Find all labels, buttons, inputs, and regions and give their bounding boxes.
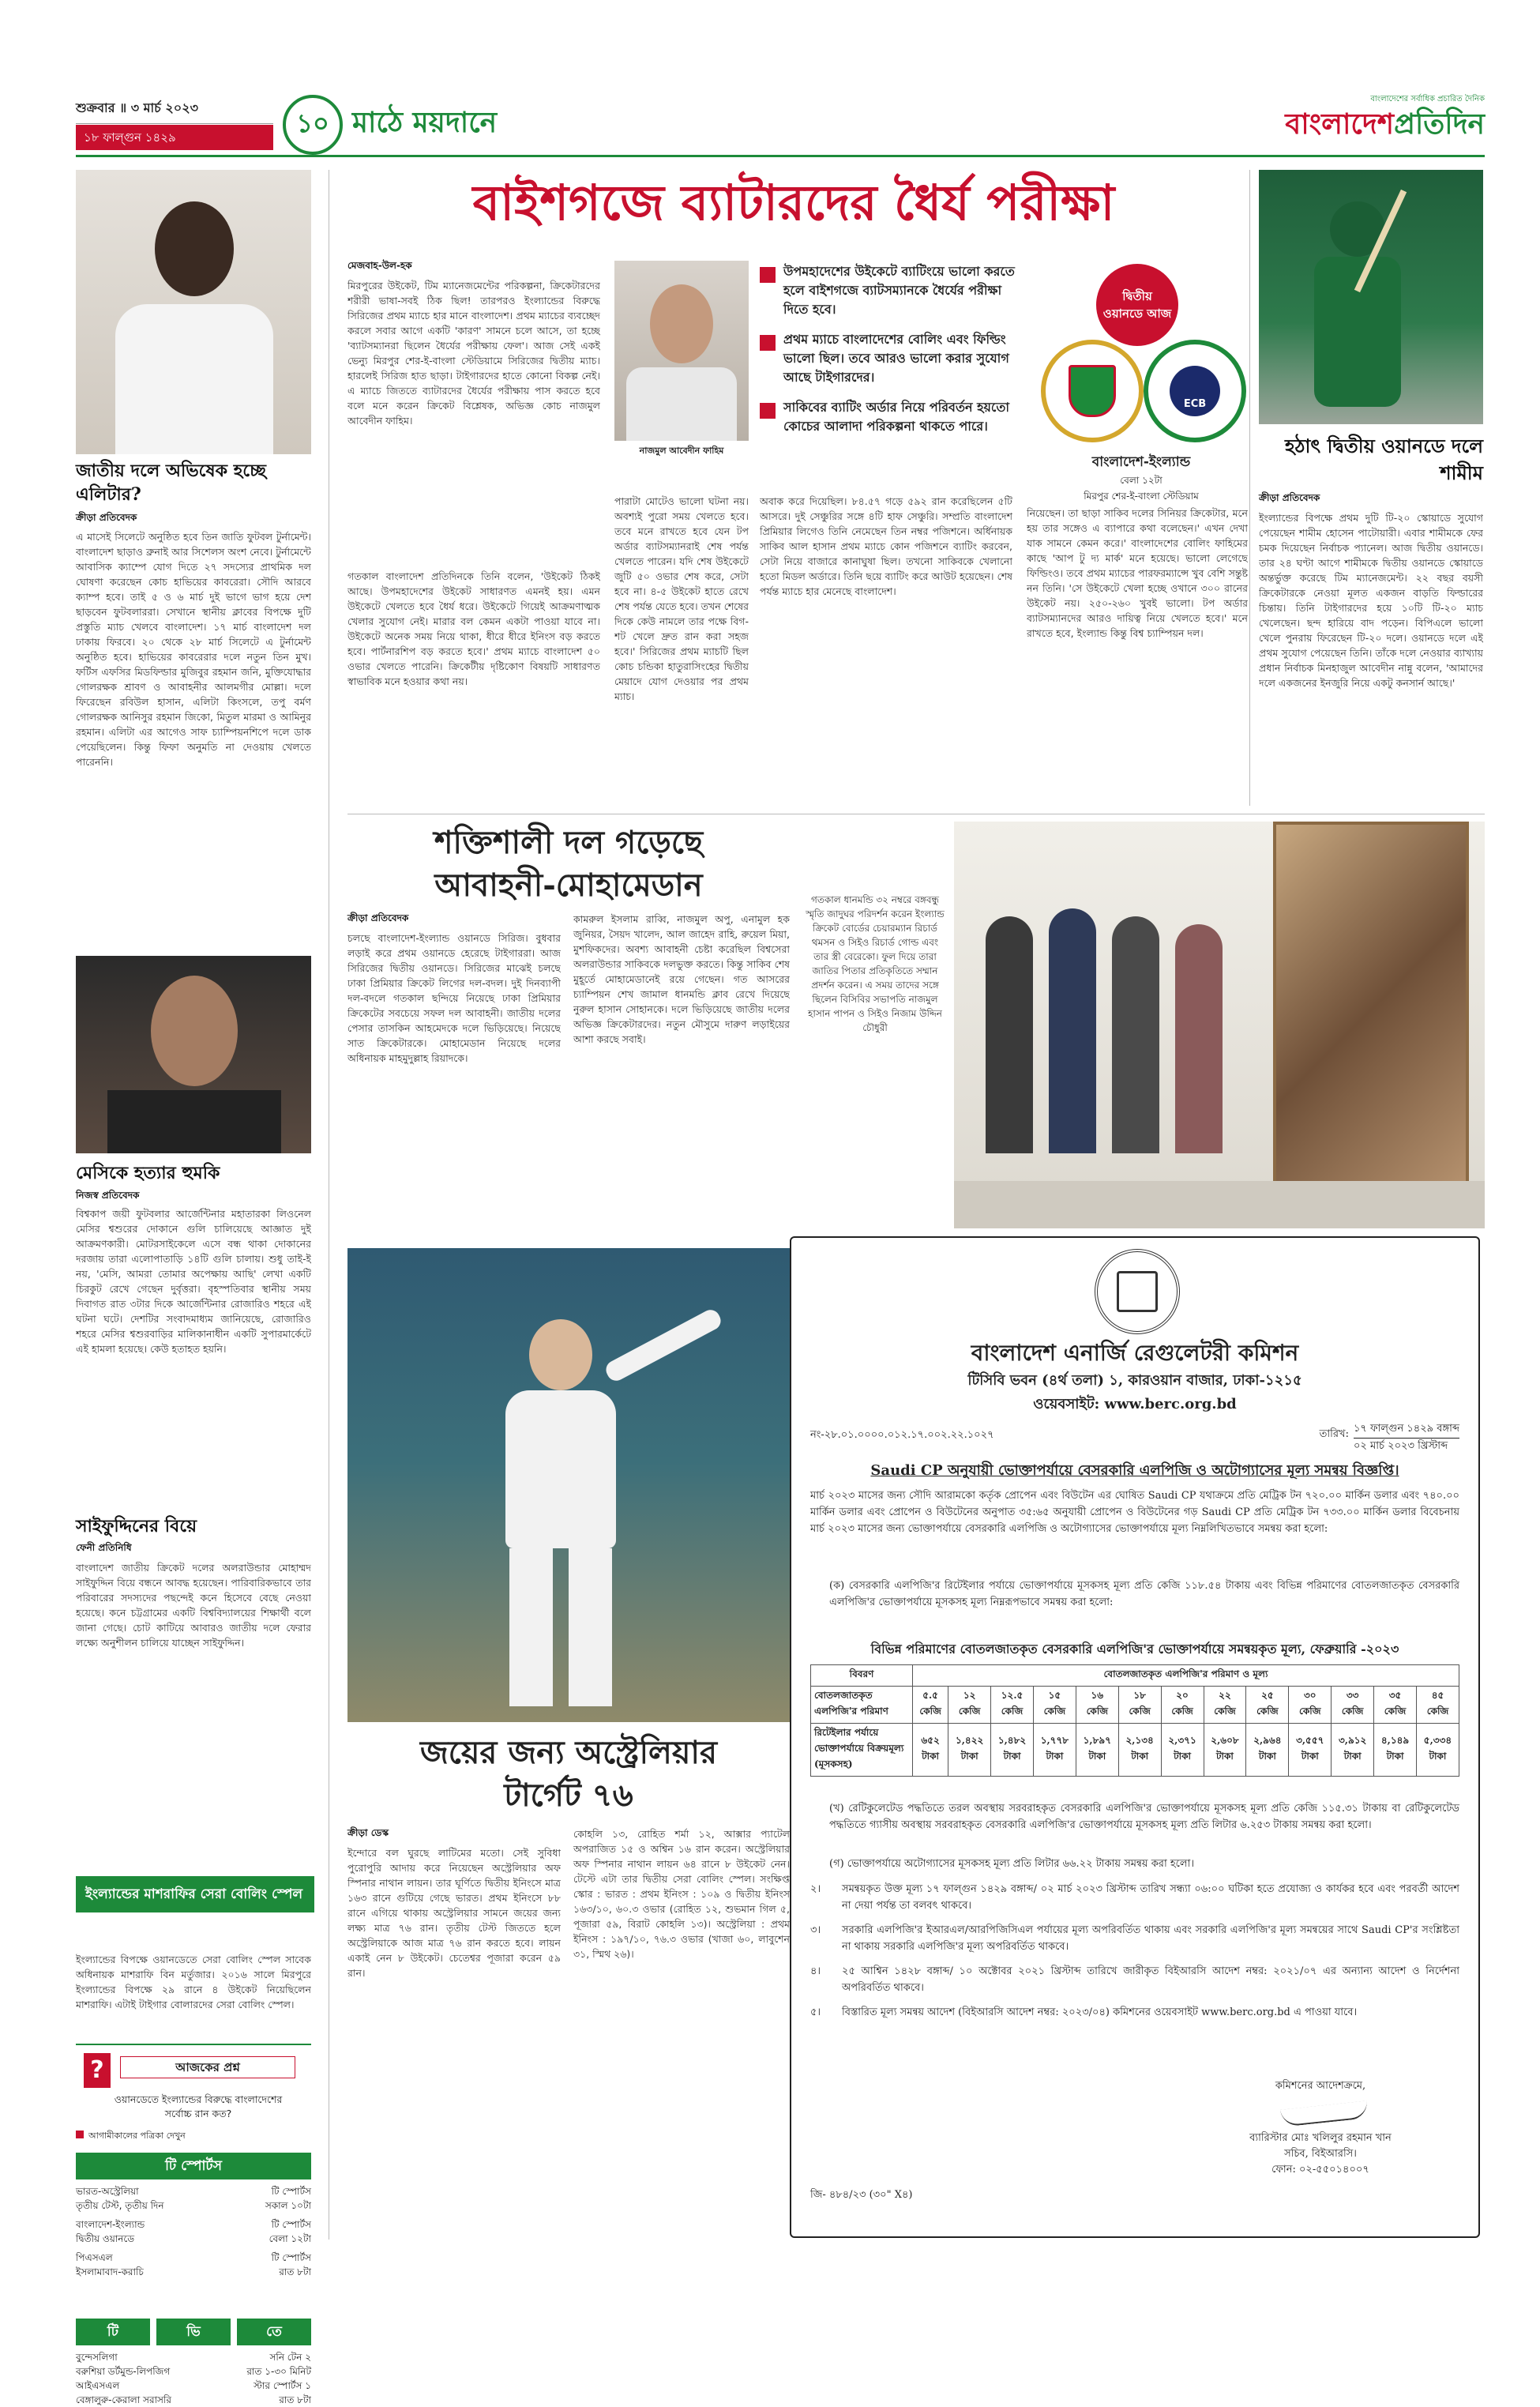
tv1-row-event: দ্বিতীয় ওয়ানডে bbox=[76, 2233, 135, 2244]
shamim-photo bbox=[1259, 170, 1483, 424]
notice-item-kha: (খ) রেটিকুলেটেড পদ্ধতিতে তরল অবস্থায় সরবরাহকৃত বেসরকারি এলপিজি'র ভোক্তাপর্যায়ে মূসকসহ মূল্য প্রতি কেজি ১১৫.৩১ টাকায় বা রেটিকুলেটেড পদ্ধতিতে গ্যাসীয় অবস্থায় সরবরাহকৃত বেসরকারি এলপিজি'র ভোক্তাপর্যায়ে মূসকসহ মূল্য প্রতি লিটার ৬.২৫৩ টাকায় সমন্বয় করা হলো। bbox=[829, 1803, 1459, 1831]
tv2-row-channel: রাত ৮টা bbox=[279, 2394, 311, 2405]
tv1-row bbox=[76, 2184, 311, 2198]
table-col1-header: বিবরণ bbox=[811, 1665, 913, 1687]
berc-notice bbox=[790, 1236, 1480, 2238]
main-headline: বাইশগজে ব্যাটারদের ধৈর্য পরীক্ষা bbox=[472, 174, 1115, 231]
masthead bbox=[1224, 93, 1485, 158]
story3-text: বাংলাদেশ জাতীয় ক্রিকেট দলের অলরাউন্ডার মোহাম্মদ সাইফুদ্দিন বিয়ে বন্ধনে আবদ্ধ হয়েছেন। পারিবারিকভাবে তার পরিবারের সদস্যদের পছন্দেই কনে হিসেবে বেছে নেওয়া হয়েছে। কনে চট্টগ্রামের একটি বিশ্ববিদ্যালয়ের শিক্ষার্থী বলে জানা গেছে। চোট কাটিয়ে আবারও জাতীয় দলে ফেরার লক্ষ্যে অনুশীলন চালিয়ে যাচ্ছেন সাইফুদ্দিন। bbox=[76, 1562, 311, 1649]
masthead-part-b: প্রতিদিন bbox=[1394, 107, 1485, 141]
match-badge-text: দ্বিতীয় ওয়ানডে আজ bbox=[1102, 289, 1172, 321]
messi-photo bbox=[76, 956, 311, 1153]
table-size-cell: ৩৫ কেজি bbox=[1374, 1687, 1417, 1724]
table-price-cell: ১,৪২২ টাকা bbox=[948, 1724, 991, 1777]
notice-point-number: ৩। bbox=[810, 1924, 821, 1936]
main-byline: মেজবাহ-উল-হক bbox=[347, 260, 412, 271]
tv1-row-event: তৃতীয় টেস্ট, তৃতীয় দিন bbox=[76, 2200, 164, 2211]
masthead-logo bbox=[1224, 107, 1485, 141]
main-col2-text: গতকাল বাংলাদেশ প্রতিদিনকে তিনি বলেন, 'উইকেট ঠিকই আছে। উপমহাদেশের উইকেট সাধারণত এমনই হয়। এমন উইকেটে খেলতে হবে ধৈর্য ধরে। উইকেটে গিয়েই আক্রমণাত্মক খেলার সুযোগ নেই। মারার বল কেমন একটা পাওয়া যাবে না। উইকেটে অনেক সময় নিয়ে থাকা, ধীরে ধীরে ইনিংস বড় করতে হবে। পার্টনারশিপ বড় করতে হবে।' প্রথম ম্যাচে বাংলাদেশ ৫০ ওভার খেলতে পারেনি। ক্রিকেটীয় দৃষ্টিকোণ বিষয়টি সাধারণত স্বাভাবিক মনে হওয়ার কথা নয়। bbox=[347, 570, 600, 687]
masthead-part-a: বাংলাদেশ bbox=[1285, 107, 1395, 141]
notice-point-number: ৪। bbox=[810, 1965, 821, 1977]
story1-text: এ মাসেই সিলেটে অনুষ্ঠিত হবে তিন জাতি ফুটবল টুর্নামেন্ট। বাংলাদেশ ছাড়াও ব্রুনাই আর সিশেলস অংশ নেবে। টুর্নামেন্টে আবাসিক ক্যাম্পে যোগ দিতে ২৭ সদস্যের প্রাথমিক দল ঘোষণা করেছেন কোচ হাভিয়ের কাবরেরা। সৌদি আরবে ক্যাম্প হবে। তাই ৫ ও ৬ মার্চ দুই ভাগে ভাগ হয়ে দেশ ছাড়বেন ফুটবলাররা। সেখানে স্থানীয় ক্লাবের বিপক্ষে দুটি প্রস্তুতি ম্যাচ খেলবে বাংলাদেশ। ১৭ মার্চ বাংলাদেশ দল ঢাকায় ফিরবে। ২০ থেকে ২৮ মার্চ সিলেটে এ টুর্নামেন্ট অনুষ্ঠিত হবে। হাভিয়ের কাবরেরার দলে নতুন তিন মুখ। ফর্টিস এফসির মিডফিল্ডার মুজিবুর রহমান জনি, মুক্তিযোদ্ধার গোলরক্ষক শ্রাবণ ও আবাহনীর আলমগীর মোল্লা। দলে ফিরেছেন রবিউল হাসান, এলিটা কিংসলে, তপু বর্মণ গোলরক্ষক আনিসুর রহমান জিকো, মিতুল মারমা ও আমিনুর রহমান। এলিটা এর আগেও সাফ চ্যাম্পিয়নশিপে দলে ডাক পেয়েছিলেন। কিন্তু ফিফা অনুমতি না দেওয়ায় খেলতে পারেননি। bbox=[76, 531, 311, 768]
tv2-row-event: বুন্দেসলিগা bbox=[76, 2352, 118, 2363]
date-bar bbox=[76, 93, 273, 124]
ecb-label: ECB bbox=[1170, 366, 1220, 416]
mid-byline: ক্রীড়া প্রতিবেদক bbox=[347, 912, 409, 923]
quiz-question: ওয়ানডেতে ইংল্যান্ডের বিরুদ্ধে বাংলাদেশের সর্বোচ্চ রান কত? bbox=[114, 2093, 283, 2119]
notice-point bbox=[810, 1922, 1459, 1955]
berc-org: বাংলাদেশ এনার্জি রেগুলেটরী কমিশন bbox=[971, 1340, 1299, 1366]
table-size-cell: ৫.৫ কেজি bbox=[913, 1687, 948, 1724]
museum-photo bbox=[954, 822, 1485, 1228]
tv1-row bbox=[76, 2265, 311, 2279]
right-headline: হঠাৎ দ্বিতীয় ওয়ানডে দলে শামীম bbox=[1285, 434, 1483, 484]
bangla-date-bar bbox=[76, 125, 273, 150]
main-col4-text: অবাক করে দিয়েছিল। ৮৪.৫৭ গড়ে ৫৯২ রান করেছিলেন ৫টি আসরে। দুই সেঞ্চুরির সঙ্গে ৪টি হাফ সেঞ্চুরি। সম্প্রতি বাংলাদেশ প্রিমিয়ার লিগেও তিনি নেমেছেন তিন নম্বর পজিশনে। অর্ধিনায়ক সাকিব আল হাসান প্রথম ম্যাচে কোন পজিশনে ব্যাটিং করবেন, সেটা নিয়ে বাজারে কানাঘুষা ছিল। তখনো সাকিবকে খেলানো হতো মিডল অর্ডারে। তিনি ছয়ে ব্যাটিং করে আউট হয়েছেন। শেষ পর্যন্ত ম্যাচে হার মেনেছে বাংলাদেশ। bbox=[760, 495, 1012, 597]
lyon-photo bbox=[347, 1248, 790, 1722]
sign-order: কমিশনের আদেশক্রমে, bbox=[1275, 2080, 1366, 2092]
mid-col1-text: চলছে বাংলাদেশ-ইংল্যান্ড ওয়ানডে সিরিজ। বুধবার লড়াই করে প্রথম ওয়ানডে হেরেছে টাইগাররা। আজ সিরিজের দ্বিতীয় ওয়ানডে। সিরিজের মাঝেই চলছে ঢাকা প্রিমিয়ার ক্রিকেট লিগের দল-বদল। দুই দিনব্যাপী দল-বদলে গতকাল ছন্দিয়ে নিয়েছে ঢাকা প্রিমিয়ার ক্রিকেটের সবচেয়ে সফল দল আবাহনী। জাতীয় দলের পেসার তাসকিন আহমেদকে দলে ভিড়িয়েছে। নিয়েছে সাত ক্রিকেটারকে। মোহামেডান নিয়েছে দলের অধিনায়ক মাহমুদুল্লাহ রিয়াদকে। bbox=[347, 932, 561, 1064]
table-size-cell: ২৫ কেজি bbox=[1246, 1687, 1289, 1724]
notice-item-ga: (গ) ভোক্তাপর্যায়ে অটোগ্যাসের মূসকসহ মূল্য প্রতি লিটার ৬৬.২২ টাকায় সমন্বয় করা হলো। bbox=[829, 1858, 1195, 1870]
fact-box bbox=[76, 1876, 314, 1912]
tv1-row-channel: রাত ৮টা bbox=[279, 2266, 311, 2277]
bullet-square-icon bbox=[760, 267, 776, 283]
notice-point-text: সরকারি এলপিজি'র ইআরএল/আরপিজিসিএল পর্যায়ের মূল্য অপরিবর্তিত থাকায় এবং সরকারি এলপিজি'র মূল্য সমন্বয়ের সাথে Saudi CP'র সংশ্লিষ্টতা না থাকায় সরকারি এলপিজি'র মূল্য অপরিবর্তিত থাকবে। bbox=[842, 1924, 1459, 1953]
story2-headline: মেসিকে হত্যার হুমকি bbox=[76, 1163, 220, 1183]
column-divider-right bbox=[1249, 170, 1250, 806]
mid-col2-text: কামরুল ইসলাম রাব্বি, নাজমুল অপু, এনামুল হক জুনিয়র, সৈয়দ খালেদ, আল জাহেদ রাহি, রুয়েল মিয়া, মুশফিকদের। অবশ্য আবাহনী চেষ্টা করেছিল বিশ্বসেরা অলরাউন্ডার সাকিবকে দলভুক্ত করতে। কিন্তু সাকিব শেষ মুহূর্তে মোহামেডানেই রয়ে গেছেন। গত আসরের চ্যাম্পিয়ন শেখ জামাল ধানমন্ডি ক্লাব রেখে দিয়েছে নুরুল হাসান সোহানকে। দলে ভিড়িয়েছে জাতীয় দলের অভিজ্ঞ ক্রিকেটারদের। নতুন মৌসুমে দারুণ লড়াইয়ের আশা করছে সবাই। bbox=[573, 913, 790, 1045]
day-date: শুক্রবার ॥ ৩ মার্চ ২০২৩ bbox=[76, 100, 199, 115]
table-size-cell: ৩০ কেজি bbox=[1289, 1687, 1332, 1724]
tv2-row bbox=[76, 2350, 311, 2364]
tv1-row-channel: বেলা ১২টা bbox=[269, 2233, 311, 2244]
notice-point bbox=[810, 1963, 1459, 1996]
match-info bbox=[1035, 452, 1248, 506]
bullet-1-text: উপমহাদেশের উইকেটে ব্যাটিংয়ে ভালো করতে হলে বাইশগজে ব্যাটসম্যানকে ধৈর্যের পরীক্ষা দিতে হবে। bbox=[783, 264, 1015, 317]
mid-headline-line2: আবাহনী-মোহামেডান bbox=[434, 867, 703, 904]
tv-schedule-1 bbox=[76, 2153, 311, 2284]
berc-seal-icon bbox=[1095, 1249, 1180, 1334]
bullet-3 bbox=[760, 398, 1020, 436]
bullet-square-icon bbox=[760, 403, 776, 419]
bottom-col2-text: কোহলি ১৩, রোহিত শর্মা ১২, আক্সার প্যাটেল অপরাজিত ১৫ ও অশ্বিন ১৬ রান করেন। অস্ট্রেলিয়ার অফ স্পিনার নাথান লায়ন ৬৪ রানে ৮ উইকেট নেন। টেস্টে এটা তার দ্বিতীয় সেরা বোলিং স্পেল। সংক্ষিপ্ত স্কোর : ভারত : প্রথম ইনিংস : ১০৯ ও দ্বিতীয় ইনিংস ১৬৩/১০, ৬০.৩ ওভার (রোহিত ১২, শুভমান গিল ৫, পূজারা ৫৯, বিরাট কোহলি ১৩)। অস্ট্রেলিয়া : প্রথম ইনিংস : ১৯৭/১০, ৭৬.৩ ওভার (খাজা ৬০, লাবুশেন ৩১, স্মিথ ২৬)। bbox=[573, 1828, 790, 1960]
quiz-title: আজকের প্রশ্ন bbox=[120, 2056, 295, 2078]
tv2-row-event: আইএসএল bbox=[76, 2380, 120, 2391]
tv1-row-event: ভারত-অস্ট্রেলিয়া bbox=[76, 2186, 139, 2197]
bottom-byline: ক্রীড়া ডেস্ক bbox=[347, 1827, 389, 1838]
red-square-icon bbox=[76, 2131, 84, 2138]
table-price-cell: ২,৬০৮ টাকা bbox=[1204, 1724, 1246, 1777]
tv2-title bbox=[76, 2319, 311, 2345]
table-size-cell: ৩৩ কেজি bbox=[1332, 1687, 1374, 1724]
table-price-cell: ১,৮৯৭ টাকা bbox=[1076, 1724, 1118, 1777]
sign-title: সচিব, বিইআরসি। bbox=[1284, 2148, 1357, 2160]
sign-phone: ফোন: ০২-৫৫০১৪০০৭ bbox=[1271, 2164, 1369, 2176]
table-price-cell: ১,৪৮২ টাকা bbox=[991, 1724, 1034, 1777]
tv1-row bbox=[76, 2198, 311, 2213]
main-intro-text: মিরপুরের উইকেট, টিম ম্যানেজমেন্টের পরিকল্পনা, ক্রিকেটারদের শরীরী ভাষা-সবই ঠিক ছিল! তারপরও ইংল্যান্ডের বিরুদ্ধে সিরিজের প্রথম ম্যাচে হার মানে বাংলাদেশ। প্রথম ম্যাচের ব্যবচ্ছেদ করলে সবার আগে একটি 'কারণ' সামনে চলে আসে, তা হচ্ছে 'ব্যাটসম্যানরা ছিলেন ধৈর্যের পরীক্ষায় ফেল'। আজ সেই একই ভেন্যু মিরপুর শের-ই-বাংলা স্টেডিয়ামে সিরিজের দ্বিতীয় ম্যাচ। হারলেই সিরিজ হাত ছাড়া। টাইগারদের হাতে কোনো বিকল্প নেই। এ ম্যাচে জিততে ব্যাটারদের ধৈর্যের পরীক্ষায় পাস করতে হবে বলে মনে করেন ক্রিকেট বিশ্লেষক, অভিজ্ঞ কোচ নাজমুল আবেদীন ফাহিম। bbox=[347, 280, 600, 427]
notice-point-text: বিস্তারিত মূল্য সমন্বয় আদেশ (বিইআরসি আদেশ নম্বর: ২০২৩/০৪) কমিশনের ওয়েবসাইট www.berc.org.bd এ পাওয়া যাবে। bbox=[842, 2006, 1358, 2018]
tv1-row-event: পিএসএল bbox=[76, 2252, 113, 2263]
tv1-row bbox=[76, 2251, 311, 2265]
tv2-label: তে bbox=[237, 2319, 311, 2345]
elita-photo bbox=[76, 170, 311, 454]
bullet-3-text: সাকিবের ব্যাটিং অর্ডার নিয়ে পরিবর্তন হয়তো কোচের আলাদা পরিকল্পনা থাকতে পারে। bbox=[783, 400, 1009, 434]
table-size-cell: ১৫ কেজি bbox=[1033, 1687, 1076, 1724]
tv2-row-event: বেঙ্গালুরু-কেরালা সরাসরি bbox=[76, 2394, 172, 2405]
table-price-cell: ৪,১৪৯ টাকা bbox=[1374, 1724, 1417, 1777]
tv1-row-channel: টি স্পোর্টস bbox=[271, 2219, 311, 2230]
tv1-rows bbox=[76, 2184, 311, 2279]
bangla-date: ১৮ ফাল্গুন ১৪২৯ bbox=[84, 130, 176, 145]
table-price-cell: ৫,৩৩৪ টাকা bbox=[1416, 1724, 1459, 1777]
berc-address: টিসিবি ভবন (৪র্থ তলা) ১, কারওয়ান বাজার, ঢাকা-১২১৫ bbox=[967, 1372, 1302, 1389]
table-size-cell: ২০ কেজি bbox=[1161, 1687, 1204, 1724]
table-size-cell: ৪৫ কেজি bbox=[1416, 1687, 1459, 1724]
notice-para1: মার্চ ২০২৩ মাসের জন্য সৌদি আরামকো কর্তৃক প্রোপেন এবং বিউটেন এর ঘোষিত Saudi CP যথাক্রমে প্রতি মেট্রিক টন ৭২০.০০ মার্কিন ডলার এবং ৭৪০.০০ মার্কিন ডলার এবং প্রোপেন ও বিউটেনের অনুপাত ৩৫:৬৫ অনুযায়ী প্রোপেন ও বিউটেনের গড় Saudi CP প্রতি মেট্রিক টন ৭৩৩.০০ মার্কিন ডলার বিবেচনায় মার্চ ২০২৩ মাসের জন্য ভোক্তাপর্যায়ে বেসরকারি এলপিজি ও অটোগ্যাসের ভোক্তাপর্যায়ে মূল্য নিম্নলিখিতভাবে সমন্বয় করা হলো: bbox=[810, 1490, 1459, 1535]
masthead-tagline: বাংলাদেশের সর্বাধিক প্রচারিত দৈনিক bbox=[1370, 95, 1485, 103]
tv1-row bbox=[76, 2217, 311, 2232]
berc-date-label: তারিখ: bbox=[1319, 1428, 1349, 1440]
tv2-row-channel: স্টার স্পোর্টস ১ bbox=[254, 2380, 311, 2391]
notice-point-number: ২। bbox=[810, 1883, 821, 1895]
berc-date-bn: ১৭ ফাল্গুন ১৪২৯ বঙ্গাব্দ bbox=[1354, 1421, 1459, 1439]
story2-byline: নিজস্ব প্রতিবেদক bbox=[76, 1190, 140, 1201]
tv1-row-channel: টি স্পোর্টস bbox=[271, 2186, 311, 2197]
table-price-cell: ১,৭৭৮ টাকা bbox=[1033, 1724, 1076, 1777]
quiz-note bbox=[76, 2129, 186, 2144]
bullet-square-icon bbox=[760, 335, 776, 351]
table-price-cell: ৩,৯১২ টাকা bbox=[1332, 1724, 1374, 1777]
sign-name: ব্যারিস্টার মোঃ খলিলুর রহমান খান bbox=[1249, 2132, 1392, 2144]
bcb-logo-icon bbox=[1041, 340, 1144, 442]
tv1-row bbox=[76, 2232, 311, 2246]
notice-title: Saudi CP অনুযায়ী ভোক্তাপর্যায়ে বেসরকারি এলপিজি ও অটোগ্যাসের মূল্য সমন্বয় বিজ্ঞপ্তি। bbox=[870, 1462, 1399, 1479]
header-rule bbox=[76, 155, 1485, 157]
tv2-row bbox=[76, 2393, 311, 2407]
tv2-rows bbox=[76, 2350, 311, 2407]
table-row1-label: বোতলজাতকৃত এলপিজি'র পরিমাণ bbox=[811, 1687, 913, 1724]
tv2-row bbox=[76, 2379, 311, 2393]
berc-website: ওয়েবসাইট: www.berc.org.bd bbox=[1033, 1396, 1237, 1412]
match-badge bbox=[1096, 264, 1178, 346]
mid-photo-caption: গতকাল ধানমন্ডি ৩২ নম্বরে বঙ্গবন্ধু স্মৃতি জাদুঘর পরিদর্শন করেন ইংল্যান্ড ক্রিকেট বোর্ডের চেয়ারম্যান রিচার্ড থমসন ও সিইও রিচার্ড গোল্ড এবং তার স্ত্রী বেরেকো। ফুল দিয়ে তারা জাতির পিতার প্রতিকৃতিতে সম্মান প্রদর্শন করেন। এ সময় তাদের সঙ্গে ছিলেন বিসিবির সভাপতি নাজমুল হাসান পাপন ও সিইও নিজাম উদ্দিন চৌধুরী bbox=[806, 894, 945, 1033]
signature-mark bbox=[1194, 2094, 1447, 2131]
tv2-label: টি bbox=[76, 2319, 150, 2345]
fact-box-title: ইংল্যান্ডের মাশরাফির সেরা বোলিং স্পেল bbox=[77, 1878, 313, 1911]
right-byline: ক্রীড়া প্রতিবেদক bbox=[1259, 492, 1320, 503]
page-number-circle bbox=[283, 95, 343, 155]
table-price-cell: ৬৫২ টাকা bbox=[913, 1724, 948, 1777]
tv2-row bbox=[76, 2364, 311, 2379]
quiz-note-text: আগামীকালের পত্রিকা দেখুন bbox=[88, 2131, 186, 2141]
question-icon: ? bbox=[84, 2053, 111, 2088]
tv1-title: টি স্পোর্টস bbox=[76, 2153, 311, 2179]
table-row2-label: রিটেইলার পর্যায়ে ভোক্তাপর্যায়ে বিক্রয়মূল্য (মূসকসহ) bbox=[811, 1724, 913, 1777]
table-size-cell: ১৬ কেজি bbox=[1076, 1687, 1118, 1724]
bullet-points bbox=[760, 262, 1020, 436]
table-size-cell: ২২ কেজি bbox=[1204, 1687, 1246, 1724]
bottom-col1-text: ইন্দোরে বল ঘুরছে লাটিমের মতো। সেই সুবিধা পুরোপুরি আদায় করে নিয়েছেন অস্ট্রেলিয়ার অফ স্পিনার নাথান লায়ন। তার ঘূর্ণিতে দ্বিতীয় ইনিংসে মাত্র ১৬৩ রানে গুটিয়ে গেছে ভারত। প্রথম ইনিংসে ৮৮ রানে এগিয়ে থাকায় অস্ট্রেলিয়ার সামনে জয়ের জন্য লক্ষ্য মাত্র ৭৬ রান। তৃতীয় টেস্ট জিততে হলে অস্ট্রেলিয়াকে আজ মাত্র ৭৬ রান করতে হবে। লায়ন একাই নেন ৮ উইকেট। চেতেশ্বর পূজারা করেন ৫৯ রান। bbox=[347, 1847, 561, 1979]
story3-headline: সাইফুদ্দিনের বিয়ে bbox=[76, 1516, 197, 1536]
match-title: বাংলাদেশ-ইংল্যান্ড bbox=[1091, 454, 1191, 470]
right-text: ইংল্যান্ডের বিপক্ষে প্রথম দুটি টি-২০ স্কোয়াডে সুযোগ পেয়েছেন শামীম হোসেন পাটোয়ারী। এবার শামীমকে ফের চমক দিয়েছেন নির্বাচক প্যানেল। আজ দ্বিতীয় ওয়ানডে। তার ২৪ ঘণ্টা আগে শামীমকে দ্বিতীয় ওয়ানডে স্কোয়াডে অন্তর্ভুক্ত করেছে টিম ম্যানেজমেন্ট। ২২ বছর বয়সী ক্রিকেটারকে নেওয়া মূলত একজন বাড়তি ফিল্ডারের চিন্তায়। তিনি টাইগারদের হয়ে ১০টি টি-২০ ম্যাচ খেলেছেন। ছন্দ হারিয়ে বাদ পড়েন। বিপিএলে ভালো খেলে পুনরায় ফিরেছেন টি-২০ দলে। ওয়ানডে দলে এই প্রথম সুযোগ পেয়েছেন তিনি। তাঁকে দলে নেওয়ার ব্যাখ্যায় প্রধান নির্বাচক মিনহাজুল আবেদীন নান্নু বলেন, 'আমাদের দলে একজনের ইনজুরি নিয়ে একটু কনসার্ন আছে।' bbox=[1259, 512, 1483, 689]
tv2-label: ভি bbox=[156, 2319, 231, 2345]
quiz-box bbox=[76, 2044, 311, 2148]
tv2-row-channel: রাত ১-৩০ মিনিট bbox=[246, 2366, 311, 2377]
section-title: মাঠে ময়দানে bbox=[352, 106, 498, 139]
price-table-title: বিভিন্ন পরিমাণের বোতলজাতকৃত বেসরকারি এলপিজি'র ভোক্তাপর্যায়ে সমন্বয়কৃত মূল্য, ফেব্রুয়ারি -২০২৩ bbox=[870, 1642, 1399, 1657]
header bbox=[76, 93, 1485, 158]
berc-date-block bbox=[1320, 1421, 1459, 1455]
notice-point-text: ২৫ আশ্বিন ১৪২৮ বঙ্গাব্দ/ ১০ অক্টোবর ২০২১ খ্রিস্টাব্দ তারিখে জারীকৃত বিইআরসি আদেশ নম্বর: ২০২১/০৭ এর অন্যান্য আদেশ ও নির্দেশনা অপরিবর্তিত থাকবে। bbox=[842, 1965, 1459, 1994]
match-time: বেলা ১২টা bbox=[1120, 475, 1163, 486]
tv2-row-event: বরুশিয়া ডর্টমুন্ড-লিপজিগ bbox=[76, 2366, 171, 2377]
match-graphic bbox=[1035, 261, 1248, 450]
mid-headline-line1: শক্তিশালী দল গড়েছে bbox=[434, 824, 704, 861]
berc-date-en: ০২ মার্চ ২০২৩ খ্রিস্টাব্দ bbox=[1353, 1440, 1448, 1452]
story3-byline: ফেনী প্রতিনিধি bbox=[76, 1542, 132, 1553]
notice-point bbox=[810, 1881, 1459, 1914]
mid-headline bbox=[347, 822, 790, 907]
table-price-cell: ২,১৩৪ টাকা bbox=[1118, 1724, 1161, 1777]
table-group-header: বোতলজাতকৃত এলপিজি'র পরিমাণ ও মূল্য bbox=[913, 1665, 1459, 1687]
table-price-cell: ৩,৫৫৭ টাকা bbox=[1289, 1724, 1332, 1777]
price-table bbox=[810, 1664, 1459, 1777]
page-number: ১০ bbox=[296, 108, 329, 138]
notice-point-number: ৫। bbox=[810, 2006, 821, 2018]
fact-box-text: ইংল্যান্ডের বিপক্ষে ওয়ানডেতে সেরা বোলিং স্পেল সাবেক অধিনায়ক মাশরাফি বিন মর্তুজার। ২০১৬ সালে মিরপুরে ইংল্যান্ডের বিপক্ষে ২৯ রানে ৪ উইকেট নিয়েছিলেন মাশরাফি। এটাই টাইগার বোলারদের সেরা বোলিং স্পেল। bbox=[76, 1954, 311, 2010]
bottom-headline-line1: জয়ের জন্য অস্ট্রেলিয়ার bbox=[420, 1734, 717, 1771]
bottom-headline-line2: টার্গেট ৭৬ bbox=[504, 1777, 633, 1814]
bullet-1 bbox=[760, 262, 1020, 319]
jis-code: জি- ৪৮৪/২৩ (৩০" X৪) bbox=[810, 2189, 913, 2201]
tv1-row-event: ইসলামাবাদ-করাচি bbox=[76, 2266, 144, 2277]
table-price-cell: ২,৯৬৪ টাকা bbox=[1246, 1724, 1289, 1777]
tv1-row-channel: সকাল ১০টা bbox=[265, 2200, 311, 2211]
signature-block bbox=[1194, 2078, 1447, 2178]
notice-points bbox=[810, 1881, 1459, 2029]
notice-point-text: সমন্বয়কৃত উক্ত মূল্য ১৭ ফাল্গুন ১৪২৯ বঙ্গাব্দ/ ০২ মার্চ ২০২৩ খ্রিস্টাব্দ তারিখ সন্ধ্যা ০৬:০০ ঘটিকা হতে প্রযোজ্য ও কার্যকর হবে এবং পরবর্তী আদেশ না দেয়া পর্যন্ত তা বলবৎ থাকবে। bbox=[842, 1883, 1459, 1912]
tv2-row-channel: সনি টেন ২ bbox=[269, 2352, 311, 2363]
bottom-headline bbox=[347, 1732, 790, 1817]
fahim-photo-caption: নাজমুল আবেদীন ফাহিম bbox=[639, 446, 724, 456]
notice-point bbox=[810, 2004, 1459, 2021]
bullet-2 bbox=[760, 330, 1020, 387]
story1-byline: ক্রীড়া প্রতিবেদক bbox=[76, 512, 137, 523]
fahim-photo bbox=[614, 261, 749, 441]
match-venue: মিরপুর শের-ই-বাংলা স্টেডিয়াম bbox=[1084, 491, 1199, 502]
table-size-cell: ১২.৫ কেজি bbox=[991, 1687, 1034, 1724]
tv1-row-event: বাংলাদেশ-ইংল্যান্ড bbox=[76, 2219, 145, 2230]
story2-text: বিশ্বকাপ জয়ী ফুটবলার আর্জেন্টিনার মহাতারকা লিওনেল মেসির শ্বশুরের দোকানে গুলি চালিয়েছে আজ্ঞাত দুই আক্রমণকারী। মোটরসাইকেলে এসে বন্ধ থাকা দোকানের দরজায় তারা এলোপাতাড়ি ১৪টি গুলি চালায়। শুধু তাই-ই নয়, 'মেসি, আমরা তোমার অপেক্ষায় আছি' লেখা একটি চিরকুট রেখে গেছেন দুর্বৃত্তরা। বৃহস্পতিবার স্থানীয় সময় দিবাগত রাত ৩টার দিকে আর্জেন্টিনার রোজারিও শহরে এই ঘটনা ঘটে। দেশটির সংবাদমাধ্যম জানিয়েছে, রোজারিও শহরে মেসির শ্বশুরবাড়ির মালিকানাধীন একটি সুপারমার্কেটে এই হামলা হয়েছে। কেউ হতাহত হয়নি। bbox=[76, 1208, 311, 1355]
tv1-row-channel: টি স্পোর্টস bbox=[271, 2252, 311, 2263]
bullet-2-text: প্রথম ম্যাচে বাংলাদেশের বোলিং এবং ফিল্ডিং ভালো ছিল। তবে আরও ভালো করার সুযোগ আছে টাইগারদের। bbox=[783, 332, 1009, 385]
table-size-cell: ১৮ কেজি bbox=[1118, 1687, 1161, 1724]
notice-item-ka: (ক) বেসরকারি এলপিজি'র রিটেইলার পর্যায়ে ভোক্তাপর্যায়ে মূসকসহ মূল্য প্রতি কেজি ১১৮.৫৪ টাকায় এবং বিভিন্ন পরিমাণের বোতলজাতকৃত বেসরকারি এলপিজি'র ভোক্তাপর্যায়ে মূসকসহ মূল্য নিম্নরূপভাবে সমন্বয় করা হলো: bbox=[829, 1580, 1459, 1608]
main-col3-text: পারাটা মোটেও ভালো ঘটনা নয়। অবশ্যই পুরো সময় খেলতে হবে। তবে মনে রাখতে হবে যেন টপ অর্ডার ব্যাটসম্যানরাই শেষ পর্যন্ত খেলতে পারেন। যদি শেষ উইকেটে জুটি ৫০ ওভার শেষ করে, সেটা হবে না। ৪-৫ উইকেট হাতে রেখে শেষ পর্যন্ত যেতে হবে। তখন শেষের দিকে কেউ নামলে তার পক্ষে বিগ-শট খেলে দ্রুত রান করা সহজ হবে।' সিরিজের প্রথম ম্যাচটি ছিল কোচ চন্ডিকা হাতুরাসিংহের দ্বিতীয় মেয়াদে যোগ দেওয়ার পর প্রথম ম্যাচ। bbox=[614, 495, 749, 702]
table-price-cell: ২,৩৭১ টাকা bbox=[1161, 1724, 1204, 1777]
story1-headline: জাতীয় দলে অভিষেক হচ্ছে এলিটার? bbox=[76, 461, 266, 505]
ecb-logo-icon bbox=[1144, 340, 1246, 442]
berc-ref: নং-২৮.০১.০০০০.০১২.১৭.০০২.২২.১০২৭ bbox=[810, 1429, 994, 1441]
table-size-cell: ১২ কেজি bbox=[948, 1687, 991, 1724]
main-col5-text: নিয়েছেন। তা ছাড়া সাকিব দলের সিনিয়র ক্রিকেটার, মনে হয় তার সঙ্গেও এ ব্যাপারে কথা বলেছেন।' এখন দেখা যাক সামনে কেমন করে।' বাংলাদেশের বোলিং ফাহিমের কাছে 'আপ টু দ্য মার্ক' মনে হয়েছে। ভালো লেগেছে ফিল্ডিংও। তবে প্রথম ম্যাচের পারফরম্যান্সে খুব বেশি সন্তুষ্ট নন তিনি। 'সে উইকেটে খেলা হচ্ছে ওখানে ৩০০ রানের উইকেট নয়। ২৫০-২৬০ খুবই ভালো। টপ অর্ডার ব্যাটসম্যানদের আরও দায়িত্ব নিয়ে খেলতে হবে।' মনে রাখতে হবে, ইংল্যান্ড কিন্তু বিশ্ব চ্যাম্পিয়ন দল। bbox=[1027, 507, 1248, 639]
